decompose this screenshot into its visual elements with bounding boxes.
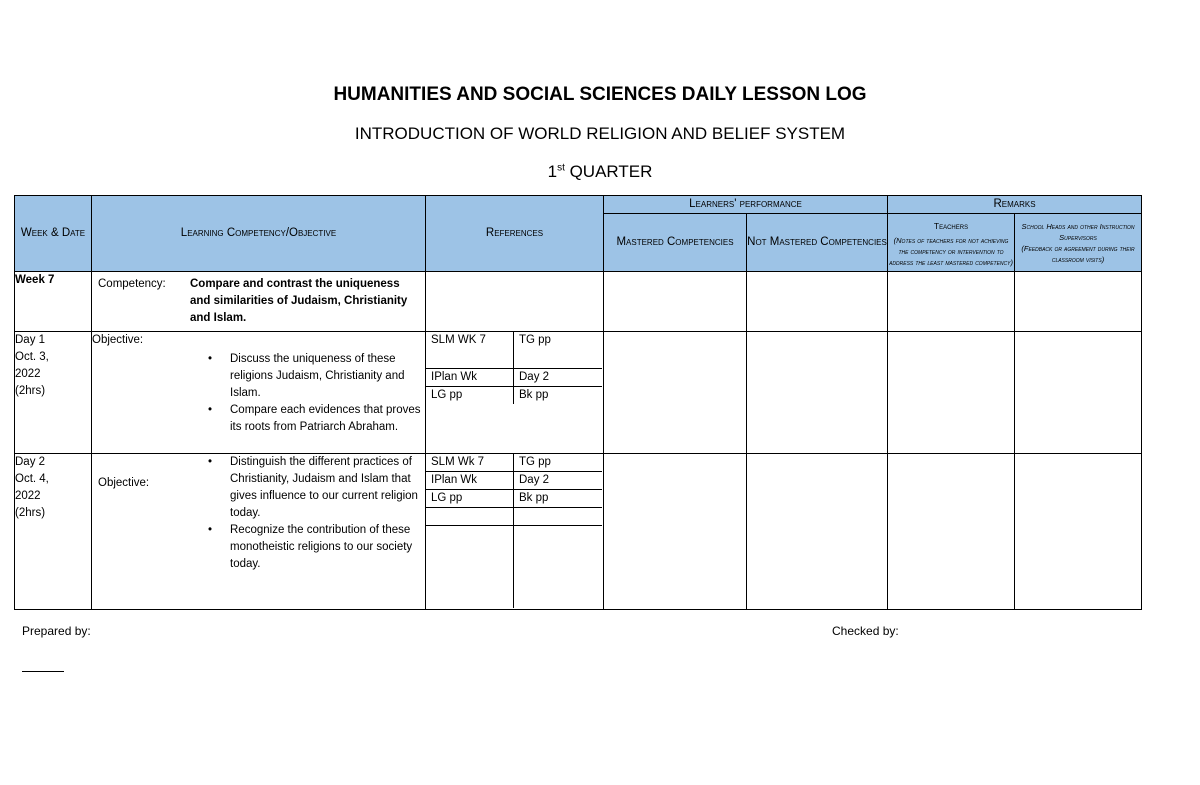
day1-objective-cell — [92, 332, 426, 454]
header-week-date: Week & Date — [15, 196, 92, 272]
day1-date-cell — [15, 332, 92, 454]
prepared-by-label: Prepared by: — [22, 624, 91, 638]
day1-teachers-cell — [888, 332, 1015, 454]
day2-ref-bk: Bk pp — [514, 490, 602, 508]
quarter-text: QUARTER — [569, 162, 653, 181]
day1-hours: (2hrs) — [15, 385, 46, 397]
table-row-day1 — [15, 332, 1142, 454]
day2-teachers-cell — [888, 454, 1015, 610]
header-mastered: Mastered Competencies — [604, 214, 747, 272]
table-row-week — [15, 272, 1142, 332]
competency-cell — [92, 272, 426, 332]
day2-objective-cell — [92, 454, 426, 610]
week-mastered-cell — [604, 272, 747, 332]
header-not-mastered: Not Mastered Competencies — [747, 214, 888, 272]
day2-ref-empty — [426, 526, 514, 608]
document-subtitle: INTRODUCTION OF WORLD RELIGION AND BELIEF SYSTEM — [354, 124, 846, 143]
competency-label: Competency: — [98, 278, 166, 290]
day1-bullet: • Compare each evidences that proves its roots from Patriarch Abraham. — [230, 402, 425, 436]
day2-ref-lg: LG pp — [426, 490, 514, 508]
header-competency: Learning Competency/Objective — [92, 196, 426, 272]
day1-date: Oct. 3, — [15, 351, 49, 363]
day1-ref-lg: LG pp — [426, 387, 514, 404]
day1-ref-iplan: IPlan Wk — [426, 369, 514, 387]
day2-ref-slm: SLM Wk 7 — [426, 454, 514, 472]
day1-not-mastered-cell — [747, 332, 888, 454]
day2-date: Oct. 4, — [15, 473, 49, 485]
week-teachers-cell — [888, 272, 1015, 332]
header-references: References — [426, 196, 604, 272]
week-cell: Week 7 — [15, 272, 92, 332]
day2-not-mastered-cell — [747, 454, 888, 610]
day2-ref-empty — [426, 508, 514, 526]
table-row-day2 — [15, 454, 1142, 610]
day2-heads-cell — [1015, 454, 1142, 610]
day2-ref-empty — [514, 526, 602, 608]
teachers-label: Teachers — [933, 220, 969, 231]
week-not-mastered-cell — [747, 272, 888, 332]
day2-ref-iplan: IPlan Wk — [426, 472, 514, 490]
day1-ref-bk: Bk pp — [519, 389, 549, 401]
day2-day: Day 2 — [15, 456, 46, 468]
document-title: HUMANITIES AND SOCIAL SCIENCES DAILY LESSON LOG — [333, 84, 867, 105]
day2-bullet: • Distinguish the different practices of Christianity, Judaism and Islam that gives influence to our current religion today. — [230, 454, 425, 522]
day1-objective-label: Objective: — [92, 334, 144, 346]
day1-mastered-cell — [604, 332, 747, 454]
week-heads-cell — [1015, 272, 1142, 332]
header-teachers — [888, 214, 1015, 272]
day1-ref-day: Day 2 — [514, 369, 602, 387]
day1-ref-tg: TG pp — [514, 332, 602, 369]
day2-objective-label: Objective: — [98, 477, 150, 489]
day2-date-cell — [15, 454, 92, 610]
quarter-suffix: st — [557, 162, 565, 174]
signature-line — [22, 671, 64, 672]
day2-mastered-cell — [604, 454, 747, 610]
day2-hours: (2hrs) — [15, 507, 46, 519]
day1-bullet: • Discuss the uniqueness of these religions Judaism, Christianity and Islam. — [230, 351, 425, 402]
header-remarks: Remarks — [888, 196, 1142, 214]
header-learners-performance: Learners' performance — [604, 196, 888, 214]
day2-ref-tg: TG pp — [514, 454, 602, 472]
lesson-log-table — [14, 195, 1142, 610]
day2-ref-empty — [514, 508, 602, 526]
school-heads-label: School Heads and other Instruction Supervisors — [1021, 221, 1135, 242]
day2-year: 2022 — [15, 490, 41, 502]
header-school-heads — [1015, 214, 1142, 272]
day1-heads-cell — [1015, 332, 1142, 454]
week-references-cell — [426, 272, 604, 332]
competency-text: Compare and contrast the uniqueness and similarities of Judaism, Christianity and Islam. — [190, 278, 408, 324]
school-heads-note: (Feedback or agreement during their classroom visits) — [1021, 243, 1135, 264]
checked-by-label: Checked by: — [832, 624, 899, 638]
quarter-label — [0, 162, 1200, 182]
day1-references-cell — [426, 332, 604, 454]
day1-day: Day 1 — [15, 334, 46, 346]
day1-ref-slm: SLM WK 7 — [426, 332, 514, 369]
day2-bullet: • Recognize the contribution of these monotheistic religions to our society today. — [230, 522, 425, 573]
teachers-note: (Notes of teachers for not achieving the competency or intervention to address the least mastered competency) — [889, 235, 1013, 267]
day1-year: 2022 — [15, 368, 41, 380]
day2-references-cell — [426, 454, 604, 610]
quarter-number: 1 — [547, 162, 558, 181]
day2-ref-day: Day 2 — [514, 472, 602, 490]
